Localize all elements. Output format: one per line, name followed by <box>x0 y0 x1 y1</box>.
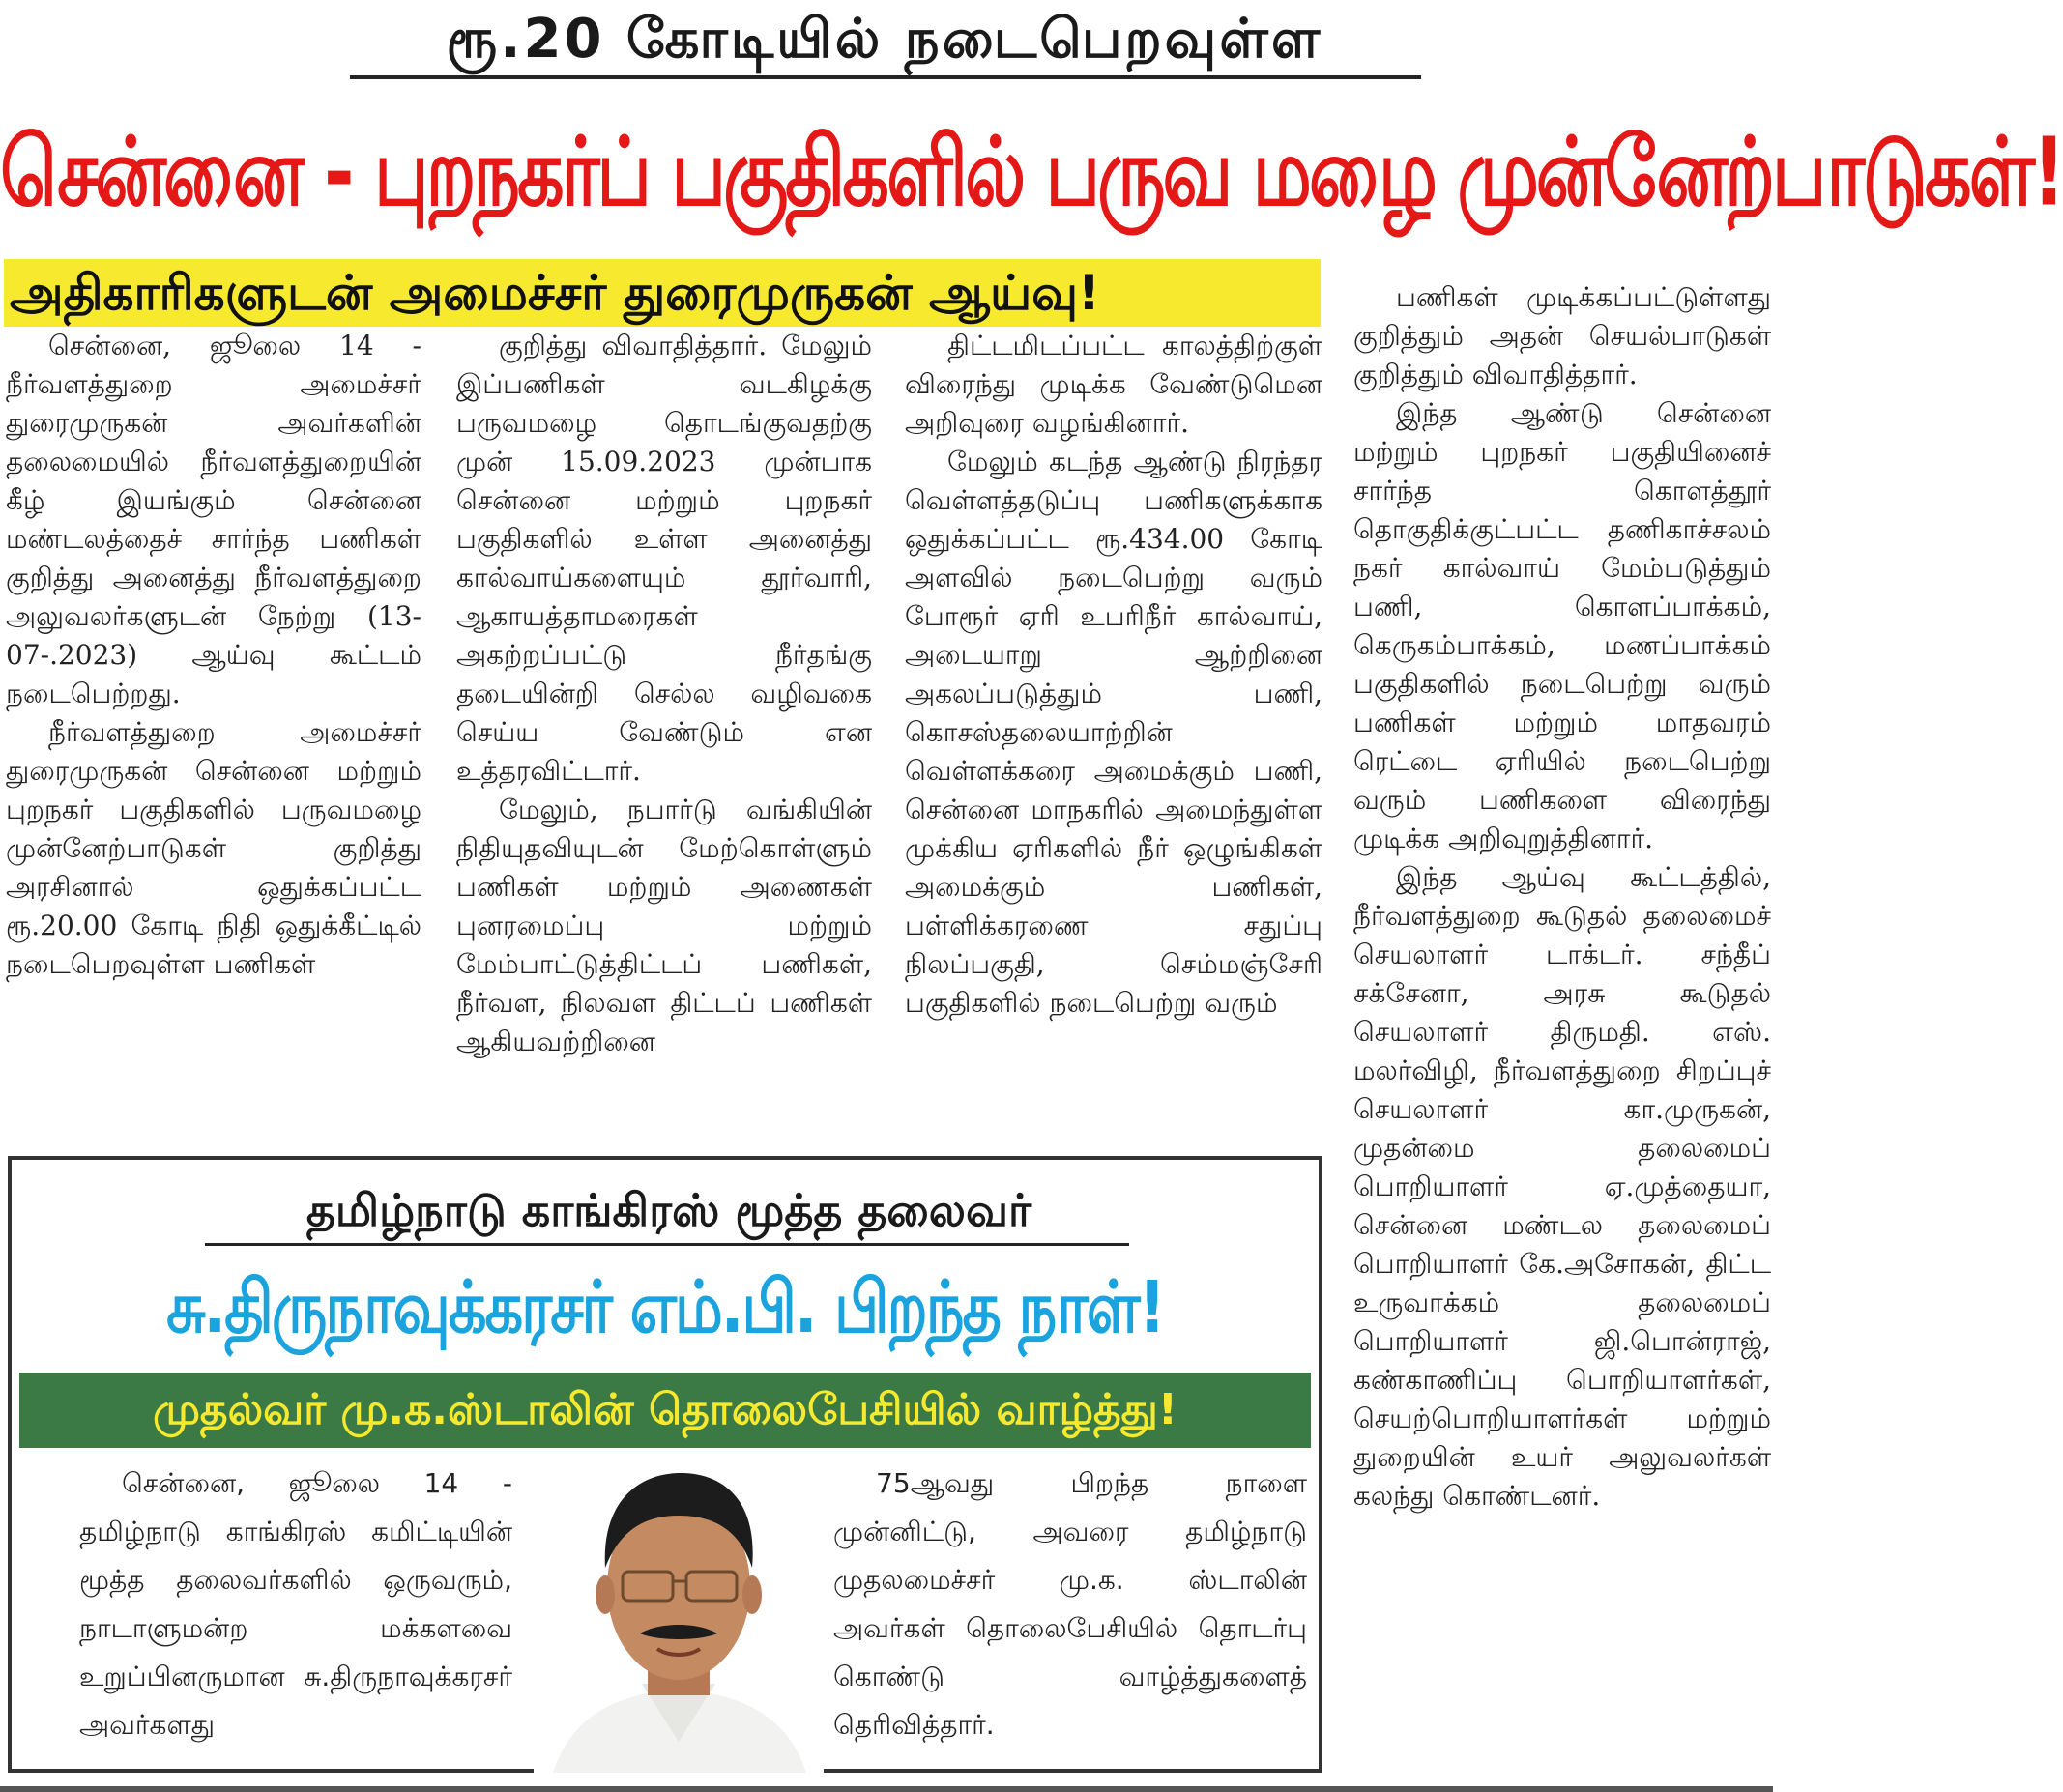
portrait-illustration <box>534 1452 824 1773</box>
paragraph: பணிகள் முடிக்கப்பட்டுள்ளது குறித்தும் அதன் செயல்பாடுகள் குறித்தும் விவாதித்தார். <box>1353 281 1771 390</box>
paragraph: நீர்வளத்துறை அமைச்சர் துரைமுருகன் சென்னை மற்றும் புறநகர் பகுதிகளில் பருவமழை முன்னேற்பாடுகள் குறித்து அரசினால் ஒதுக்கப்பட்ட ரூ.20.00 கோடி நிதி ஒதுக்கீட்டில் நடைபெறவுள்ள பணிகள் <box>6 716 421 980</box>
box-column-1 <box>79 1460 512 1769</box>
box-column-2 <box>833 1460 1307 1769</box>
kicker-headline: ரூ.20 கோடியில் நடைபெறவுள்ள <box>446 8 1323 71</box>
box-headline: சு.திருநாவுக்கரசர் எம்.பி. பிறந்த நாள்! <box>166 1264 1164 1350</box>
birthday-news-box <box>8 1156 1322 1773</box>
paragraph: இந்த ஆய்வு கூட்டத்தில், நீர்வளத்துறை கூடுதல் தலைமைச் செயலாளர் டாக்டர். சந்தீப் சக்சேனா, அரசு கூடுதல் செயலாளர் திருமதி. எஸ். மலர்விழி, நீர்வளத்துறை சிறப்புச் செயலாளர் கா.முருகன், முதன்மை தலைமைப் பொறியாளர் ஏ.முத்தையா, சென்னை மண்டல தலைமைப் பொறியாளர் கே.அசோகன், திட்ட உருவாக்கம் தலைமைப் பொறியாளர் ஜி.பொன்ராஜ், கண்காணிப்பு பொறியாளர்கள், செயற்பொறியாளர்கள் மற்றும் துறையின் உயர் அலுவலர்கள் கலந்து கொண்டனர். <box>1353 861 1771 1512</box>
box-subhead-band: முதல்வர் மு.க.ஸ்டாலின் தொலைபேசியில் வாழ்த்து! <box>19 1373 1311 1448</box>
portrait-photo <box>534 1452 824 1773</box>
main-headline: சென்னை - புறநகர்ப் பகுதிகளில் பருவ மழை முன்னேற்பாடுகள்! <box>0 116 2063 227</box>
article-column-1 <box>6 327 421 1144</box>
article-column-4 <box>1353 278 1771 1792</box>
paragraph: இந்த ஆண்டு சென்னை மற்றும் புறநகர் பகுதியினைச் சார்ந்த கொளத்தூர் தொகுதிக்குட்பட்ட தணிகாச்சலம் நகர் கால்வாய் மேம்படுத்தும் பணி, கொளப்பாக்கம், கெருகம்பாக்கம், மணப்பாக்கம் பகுதிகளில் நடைபெற்று வரும் பணிகள் மற்றும் மாதவரம் ரெட்டை ஏரியில் நடைபெற்று வரும் பணிகளை விரைந்து முடிக்க அறிவுறுத்தினார். <box>1353 397 1771 854</box>
paragraph: சென்னை, ஜூலை 14 - தமிழ்நாடு காங்கிரஸ் கமிட்டியின் மூத்த தலைவர்களில் ஒருவரும், நாடாளுமன்ற மக்களவை உறுப்பினருமான சு.திருநாவுக்கரசர் அவர்களது <box>79 1467 512 1741</box>
kicker-underline <box>350 75 1421 79</box>
paragraph: மேலும், நபார்டு வங்கியின் நிதியுதவியுடன் மேற்கொள்ளும் பணிகள் மற்றும் அணைகள் புனரமைப்பு மற்றும் மேம்பாட்டுத்திட்டப் பணிகள், நீர்வள, நிலவள திட்டப் பணிகள் ஆகியவற்றினை <box>456 794 872 1057</box>
article-column-3 <box>905 327 1322 1144</box>
sub-headline: அதிகாரிகளுடன் அமைச்சர் துரைமுருகன் ஆய்வு! <box>4 259 1321 327</box>
article-column-2 <box>456 327 872 1144</box>
paragraph: 75ஆவது பிறந்த நாளை முன்னிட்டு, அவரை தமிழ்நாடு முதலமைச்சர் மு.க. ஸ்டாலின் அவர்கள் தொலைபேசியில் தொடர்பு கொண்டு வாழ்த்துகளைத் தெரிவித்தார். <box>833 1467 1307 1741</box>
paragraph: சென்னை, ஜூலை 14 - நீர்வளத்துறை அமைச்சர் துரைமுருகன் அவர்களின் தலைமையில் நீர்வளத்துறையின் கீழ் இயங்கும் சென்னை மண்டலத்தைச் சார்ந்த பணிகள் குறித்து அனைத்து நீர்வளத்துறை அலுவலர்களுடன் நேற்று (13-07-.2023) ஆய்வு கூட்டம் நடைபெற்றது. <box>6 330 421 709</box>
paragraph: மேலும் கடந்த ஆண்டு நிரந்தர வெள்ளத்தடுப்பு பணிகளுக்காக ஒதுக்கப்பட்ட ரூ.434.00 கோடி அளவில் நடைபெற்று வரும் போரூர் ஏரி உபரிநீர் கால்வாய், அடையாறு ஆற்றினை அகலப்படுத்தும் பணி, கொசஸ்தலையாற்றின் வெள்ளக்கரை அமைக்கும் பணி, சென்னை மாநகரில் அமைந்துள்ள முக்கிய ஏரிகளில் நீர் ஒழுங்கிகள் அமைக்கும் பணிகள், பள்ளிக்கரணை சதுப்பு நிலப்பகுதி, செம்மஞ்சேரி பகுதிகளில் நடைபெற்று வரும் <box>905 446 1322 1019</box>
bottom-border <box>0 1786 1773 1792</box>
paragraph: திட்டமிடப்பட்ட காலத்திற்குள் விரைந்து முடிக்க வேண்டுமென அறிவுரை வழங்கினார். <box>905 330 1322 439</box>
paragraph: குறித்து விவாதித்தார். மேலும் இப்பணிகள் வடகிழக்கு பருவமழை தொடங்குவதற்கு முன் 15.09.2023 முன்பாக சென்னை மற்றும் புறநகர் பகுதிகளில் உள்ள அனைத்து கால்வாய்களையும் தூர்வாரி, ஆகாயத்தாமரைகள் அகற்றப்பட்டு நீர்தங்கு தடையின்றி செல்ல வழிவகை செய்ய வேண்டும் என உத்தரவிட்டார். <box>456 330 872 787</box>
box-kicker: தமிழ்நாடு காங்கிரஸ் மூத்த தலைவர் <box>305 1184 1032 1236</box>
